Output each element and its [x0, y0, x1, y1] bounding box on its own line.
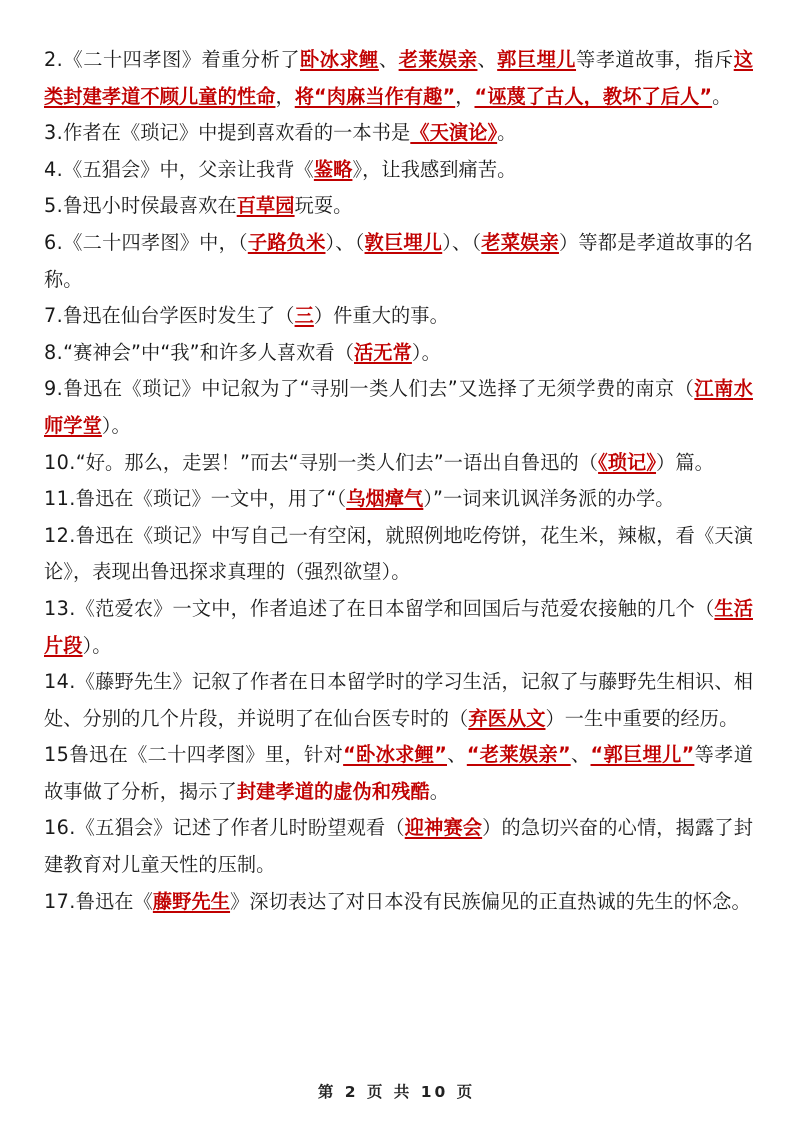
answer-text: 《琐记》 [598, 450, 657, 474]
answer-text: 卧冰求鲤 [300, 48, 379, 71]
question-item [44, 664, 753, 737]
answer-text: 江南水师学堂 [44, 377, 753, 437]
answer-text: 郭巨埋儿 [497, 48, 577, 71]
question-text: 玩耍。 [294, 194, 353, 218]
answer-text: 迎神赛会 [404, 816, 483, 840]
question-text: ）篇。 [656, 450, 714, 474]
answer-text: 将“肉麻当作有趣” [294, 84, 456, 108]
question-text: 《藤野先生》记叙了作者在日本留学时的学习生活，记叙了与藤野先生相识、相处、分别的几个片段，并说明了在仙台医专时的（ [44, 670, 753, 730]
question-text: ）。 [101, 413, 131, 437]
question-text: ）”一词来讥讽洋务派的办学。 [423, 487, 675, 511]
answer-text: “卧冰求鲤” [343, 743, 447, 767]
question-item [44, 152, 753, 189]
question-text: 。 [712, 84, 732, 108]
question-item [44, 810, 753, 883]
question-number: 10. [44, 450, 76, 474]
answer-text: 活无常 [354, 340, 412, 364]
question-text: 》，让我感到痛苦。 [352, 157, 517, 181]
question-text: 鲁迅在《 [75, 889, 153, 913]
question-text: ）一生中重要的经历。 [545, 706, 739, 730]
question-text: “好。那么，走罢！”而去“寻别一类人们去”一语出自鲁迅的（ [75, 450, 599, 474]
question-text: 。 [429, 779, 450, 803]
question-item [44, 445, 753, 482]
question-text: 等孝道故事做了分析，揭示了 [44, 743, 754, 803]
answer-text: 老莱娱亲 [398, 48, 478, 71]
question-text: “赛神会”中“我”和许多人喜欢看（ [63, 340, 355, 364]
answer-text: 《天演论》 [410, 121, 498, 145]
answer-text: 老菜娱亲 [481, 230, 559, 254]
answer-text: 藤野先生 [152, 889, 231, 913]
question-number: 7. [44, 304, 64, 328]
question-item [44, 481, 753, 518]
question-item [44, 518, 753, 591]
question-number: 12. [44, 523, 76, 547]
question-text: 《二十四孝图》中，（ [63, 230, 248, 254]
answer-text: 子路负米 [247, 230, 326, 254]
question-text: 鲁迅在仙台学医时发生了（ [63, 304, 295, 328]
answer-text: “郭巨埋儿” [590, 743, 695, 767]
question-number: 8. [44, 340, 64, 364]
question-number: 15 [44, 743, 70, 767]
question-text: ）、（ [442, 230, 482, 254]
answer-text: 乌烟瘴气 [346, 487, 424, 511]
question-text: 鲁迅小时侯最喜欢在 [63, 194, 237, 218]
question-number: 14. [44, 670, 76, 694]
answer-text: 三 [294, 304, 314, 328]
question-text: 等孝道故事，指斥 [576, 48, 734, 71]
answer-text: 百草园 [236, 194, 295, 218]
question-item [44, 42, 753, 115]
question-text: ）件重大的事。 [313, 304, 449, 328]
question-number: 2. [44, 48, 64, 71]
question-text: ）。 [82, 633, 112, 657]
question-number: 13. [44, 596, 76, 620]
question-text: 《范爱农》一文中，作者追述了在日本留学和回国后与范爱农接触的几个（ [75, 596, 715, 620]
question-item [44, 225, 753, 298]
question-item [44, 371, 753, 444]
question-item [44, 115, 753, 152]
question-list [44, 42, 753, 920]
question-text: 作者在《琐记》中提到喜欢看的一本书是 [63, 121, 411, 145]
question-text: 鲁迅在《琐记》中写自己一有空闲，就照例地吃侉饼，花生米，辣椒，看《天演论》，表现出鲁迅探求真理的（强烈欲望）。 [44, 523, 753, 584]
page-footer: 第 2 页 共 10 页 [317, 1083, 476, 1101]
question-item [44, 335, 753, 372]
question-text: 。 [497, 121, 517, 145]
question-item [44, 591, 753, 664]
answer-text: 鉴略 [313, 157, 353, 181]
answer-text: 生活片段 [44, 596, 753, 657]
question-text: ）的急切兴奋的心情，揭露了封建教育对儿童天性的压制。 [44, 816, 753, 877]
question-text: 《五猖会》记述了作者儿时盼望观看（ [75, 816, 405, 840]
question-text: 鲁迅在《琐记》一文中，用了“（ [75, 487, 347, 511]
question-number: 11. [44, 487, 76, 511]
answer-text: 这类封建孝道不顾儿童的性命 [44, 48, 753, 108]
question-number: 16. [44, 816, 76, 840]
question-text: 鲁迅在《二十四孝图》里，针对 [69, 743, 344, 767]
question-text: 、 [570, 743, 591, 767]
question-number: 6. [44, 230, 64, 254]
question-text: ）等都是孝道故事的名称。 [44, 230, 753, 291]
question-text: 》深切表达了对日本没有民族偏见的正直热诚的先生的怀念。 [230, 889, 751, 913]
question-text: ， [455, 84, 475, 108]
answer-text: 封建孝道的虚伪和残酷 [236, 779, 430, 803]
answer-text: “诬蔑了古人，教坏了后人” [474, 84, 713, 108]
answer-text: 敦巨埋儿 [364, 230, 443, 254]
question-number: 9. [44, 377, 64, 401]
answer-text: 弃医从文 [468, 706, 546, 730]
question-text: 《五猖会》中，父亲让我背《 [63, 157, 314, 181]
question-number: 5. [44, 194, 64, 218]
question-item [44, 884, 753, 921]
question-number: 17. [44, 889, 76, 913]
question-text: ， [275, 84, 295, 108]
question-item [44, 298, 753, 335]
question-text: 《二十四孝图》着重分析了 [63, 48, 301, 71]
question-text: 、 [477, 48, 498, 71]
question-item [44, 188, 753, 225]
question-text: ）。 [411, 340, 441, 364]
question-text: ）、（ [325, 230, 365, 254]
question-text: 、 [447, 743, 467, 767]
question-text: 鲁迅在《琐记》中记叙为了“寻别一类人们去”又选择了无须学费的南京（ [63, 377, 695, 401]
question-number: 3. [44, 121, 64, 145]
question-item [44, 737, 753, 810]
question-text: 、 [378, 48, 399, 71]
answer-text: “老莱娱亲” [466, 743, 571, 767]
question-number: 4. [44, 157, 64, 181]
